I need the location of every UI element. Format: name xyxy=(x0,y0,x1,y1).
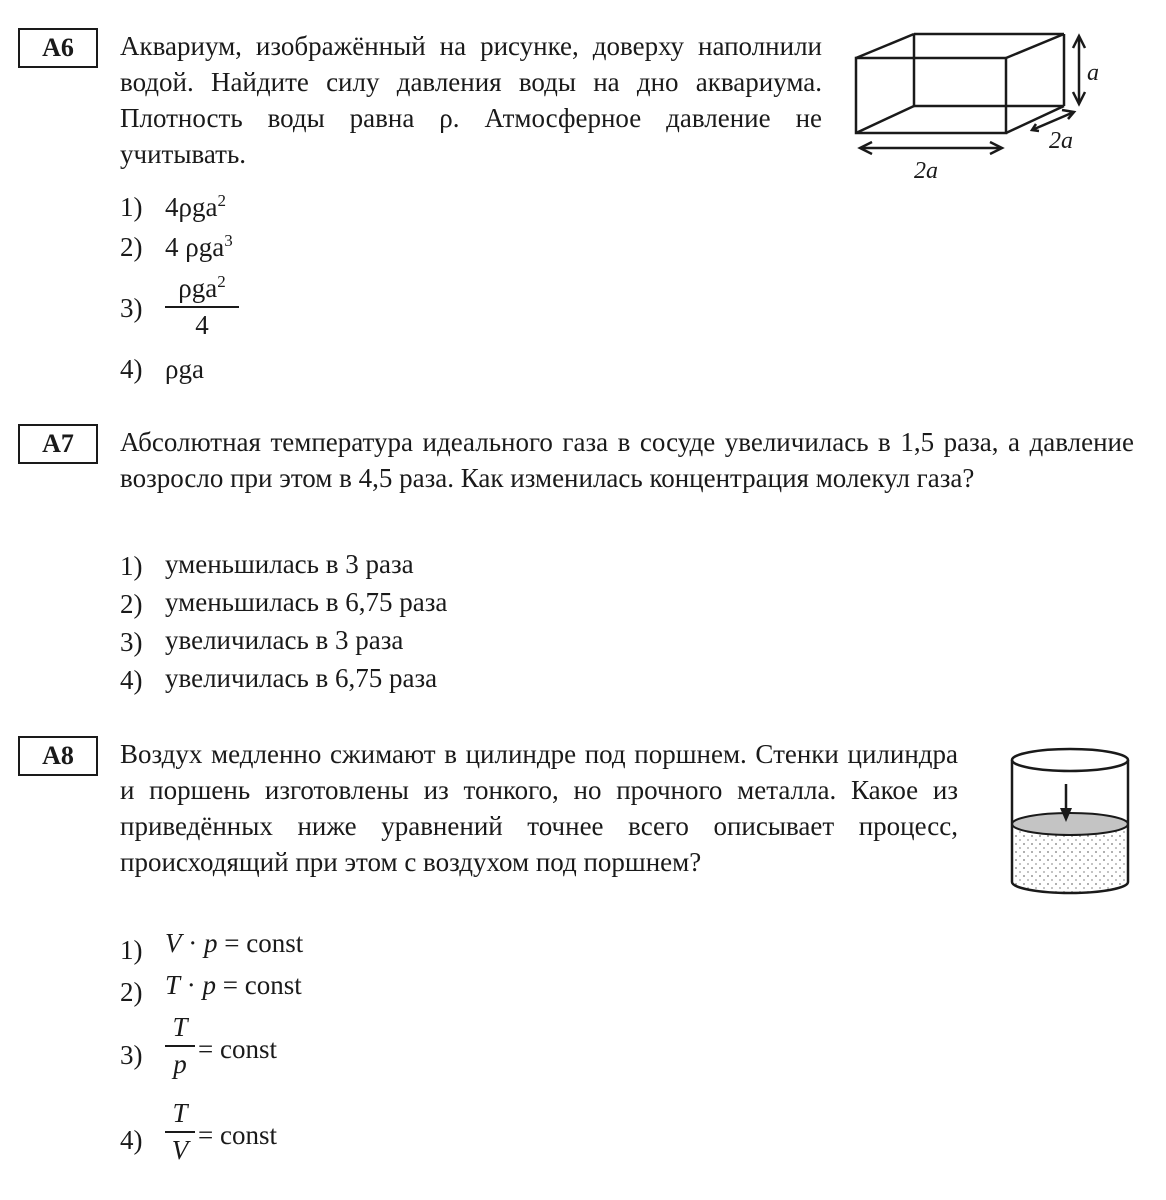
option-number: 4) xyxy=(120,665,143,695)
question-label-a8: A8 xyxy=(18,736,98,776)
option-formula: 4ρga$^2$ xyxy=(165,191,226,222)
question-stem-a6: Аквариум, изображённый на рисунке, доверху наполнили водой. Найдите силу давления воды на дно аквариума. Плотность воды равна ρ. Атмосферное давление не учитывать. xyxy=(120,31,822,169)
cylinder-piston-figure xyxy=(998,738,1148,908)
option-rhs: = const xyxy=(198,1034,277,1064)
option-rhs: = const xyxy=(198,1120,277,1150)
aquarium-figure xyxy=(846,22,1106,202)
question-stem-a7: Абсолютная температура идеального газа в сосуде увеличилась в 1,5 раза, а давление возросло при этом в 4,5 раза. Как изменилась концентрация молекул газа? xyxy=(120,427,1134,493)
option-fraction: ρga$^2$ 4 xyxy=(165,273,239,341)
question-stem-a8: Воздух медленно сжимают в цилиндре под поршнем. Стенки цилиндра и поршень изготовлены из тонкого, но прочного металла. Какое из приведённых ниже уравнений точнее всего описывает процесс, происходящий при этом с воздухом под поршнем? xyxy=(120,739,958,877)
option-number: 4) xyxy=(120,1125,143,1155)
option-number: 2) xyxy=(120,977,143,1007)
piston xyxy=(1012,813,1128,835)
option-number: 1) xyxy=(120,192,143,222)
option-formula: 4 ρga$^3$ xyxy=(165,231,233,262)
option-number: 1) xyxy=(120,551,143,581)
label-height-a: a xyxy=(1087,60,1099,86)
option-text: уменьшилась в 6,75 раза xyxy=(165,587,448,617)
option-equation: T · p = const xyxy=(165,970,302,1000)
option-text: увеличилась в 6,75 раза xyxy=(165,663,438,693)
option-fraction: T p xyxy=(165,1012,195,1080)
option-formula: ρga xyxy=(165,354,204,384)
question-label-a6: A6 xyxy=(18,28,98,68)
question-label-a7: A7 xyxy=(18,424,98,464)
option-number: 1) xyxy=(120,935,143,965)
label-depth-2a: 2a xyxy=(1049,128,1073,154)
option-number: 3) xyxy=(120,293,143,323)
option-text: увеличилась в 3 раза xyxy=(165,625,404,655)
option-number: 3) xyxy=(120,1040,143,1070)
option-number: 4) xyxy=(120,354,143,384)
label-width-2a: 2a xyxy=(914,158,938,184)
option-number: 2) xyxy=(120,589,143,619)
option-fraction: T V xyxy=(165,1098,195,1166)
option-number: 3) xyxy=(120,627,143,657)
option-text: уменьшилась в 3 раза xyxy=(165,549,414,579)
option-number: 2) xyxy=(120,232,143,262)
option-equation: V · p = const xyxy=(165,928,304,958)
